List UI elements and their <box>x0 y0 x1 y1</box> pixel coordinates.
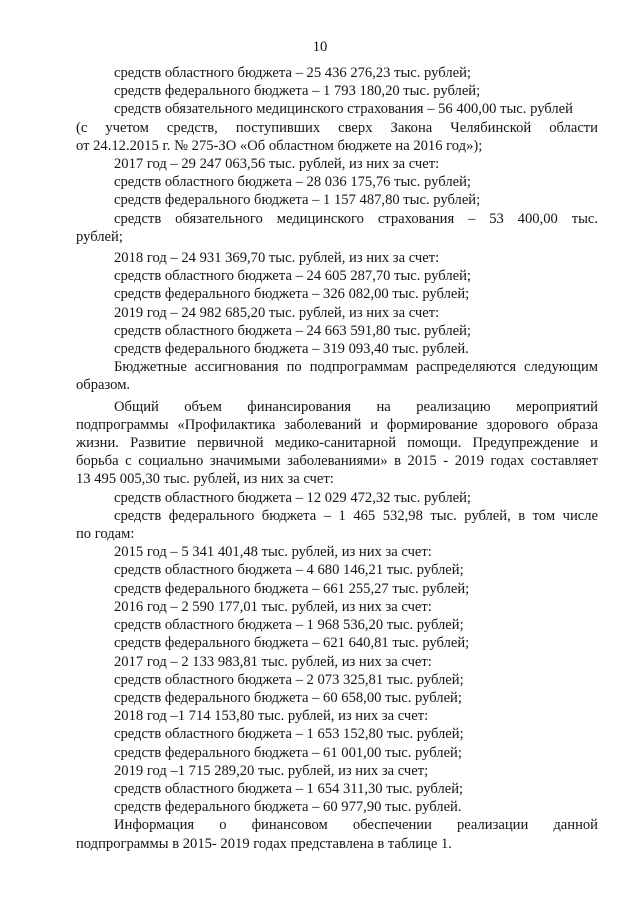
text-line: средств федерального бюджета – 1 793 180,20 тыс. рублей; <box>114 83 481 100</box>
text-line: средств федерального бюджета – 661 255,27 тыс. рублей; <box>114 580 470 597</box>
text-line: средств областного бюджета – 25 436 276,23 тыс. рублей; <box>114 65 471 81</box>
text-line: средств федерального бюджета – 319 093,40 тыс. рублей. <box>114 341 469 358</box>
page-number: 10 <box>312 39 328 55</box>
text-line: средств областного бюджета – 2 073 325,81 тыс. рублей; <box>114 671 464 688</box>
text-line: по годам: <box>76 526 135 543</box>
text-line: средств областного бюджета – 1 968 536,20 тыс. рублей; <box>114 617 464 634</box>
text-line: средств федерального бюджета – 326 082,00 тыс. рублей; <box>114 286 470 303</box>
text-line: средств областного бюджета – 24 663 591,80 тыс. рублей; <box>114 322 471 339</box>
text-line: средств федерального бюджета – 1 157 487,80 тыс. рублей; <box>114 192 481 209</box>
text-line: средств обязательного медицинского страхования – 56 400,00 тыс. рублей <box>114 101 573 118</box>
text-line: средств федерального бюджета – 60 977,90 тыс. рублей. <box>114 799 462 816</box>
text-line: 2019 год – 24 982 685,20 тыс. рублей, из них за счет: <box>114 304 440 321</box>
text-line: 2018 год –1 714 153,80 тыс. рублей, из них за счет: <box>114 708 429 725</box>
text-line: (с учетом средств, поступивших сверх Закона Челябинской области <box>76 119 598 136</box>
text-line: средств федерального бюджета – 1 465 532,98 тыс. рублей, в том числе <box>114 507 598 524</box>
text-line: образом. <box>76 377 131 394</box>
text-line: средств областного бюджета – 28 036 175,76 тыс. рублей; <box>114 174 471 191</box>
text-line: 2019 год –1 715 289,20 тыс. рублей, из них за счет; <box>114 762 429 779</box>
text-line: 2015 год – 5 341 401,48 тыс. рублей, из них за счет: <box>114 544 432 561</box>
text-line: средств областного бюджета – 1 653 152,80 тыс. рублей; <box>114 726 464 743</box>
text-line: от 24.12.2015 г. № 275-ЗО «Об областном бюджете на 2016 год»); <box>76 137 483 154</box>
text-line: средств обязательного медицинского страхования – 53 400,00 тыс. <box>114 210 598 227</box>
text-line: Общий объем финансирования на реализацию мероприятий <box>114 398 598 415</box>
document-body <box>76 64 598 853</box>
text-line: 13 495 005,30 тыс. рублей, из них за счет: <box>76 471 334 488</box>
text-line: Бюджетные ассигнования по подпрограммам распределяются следующим <box>114 359 598 376</box>
text-line: средств федерального бюджета – 621 640,81 тыс. рублей; <box>114 635 470 652</box>
text-line: средств областного бюджета – 1 654 311,30 тыс. рублей; <box>114 780 464 797</box>
text-line: 2017 год – 29 247 063,56 тыс. рублей, из них за счет: <box>114 156 440 173</box>
text-line: жизни. Развитие первичной медико-санитарной помощи. Предупреждение и <box>76 435 598 452</box>
text-line: средств областного бюджета – 12 029 472,32 тыс. рублей; <box>114 489 471 506</box>
text-line: 2018 год – 24 931 369,70 тыс. рублей, из них за счет: <box>114 250 440 267</box>
text-line: рублей; <box>76 228 123 245</box>
text-line: средств федерального бюджета – 61 001,00 тыс. рублей; <box>114 744 462 761</box>
text-line: 2017 год – 2 133 983,81 тыс. рублей, из них за счет: <box>114 653 432 670</box>
text-line: Информация о финансовом обеспечении реализации данной <box>114 817 598 834</box>
text-line: средств областного бюджета – 4 680 146,21 тыс. рублей; <box>114 562 464 579</box>
text-line: подпрограммы в 2015- 2019 годах представлена в таблице 1. <box>76 835 452 852</box>
text-line: 2016 год – 2 590 177,01 тыс. рублей, из них за счет: <box>114 598 432 615</box>
text-line: средств федерального бюджета – 60 658,00 тыс. рублей; <box>114 689 462 706</box>
text-line: борьба с социально значимыми заболеваниями» в 2015 - 2019 годах составляет <box>76 453 598 470</box>
text-line: подпрограммы «Профилактика заболеваний и формирование здорового образа <box>76 416 598 433</box>
text-line: средств областного бюджета – 24 605 287,70 тыс. рублей; <box>114 268 471 285</box>
